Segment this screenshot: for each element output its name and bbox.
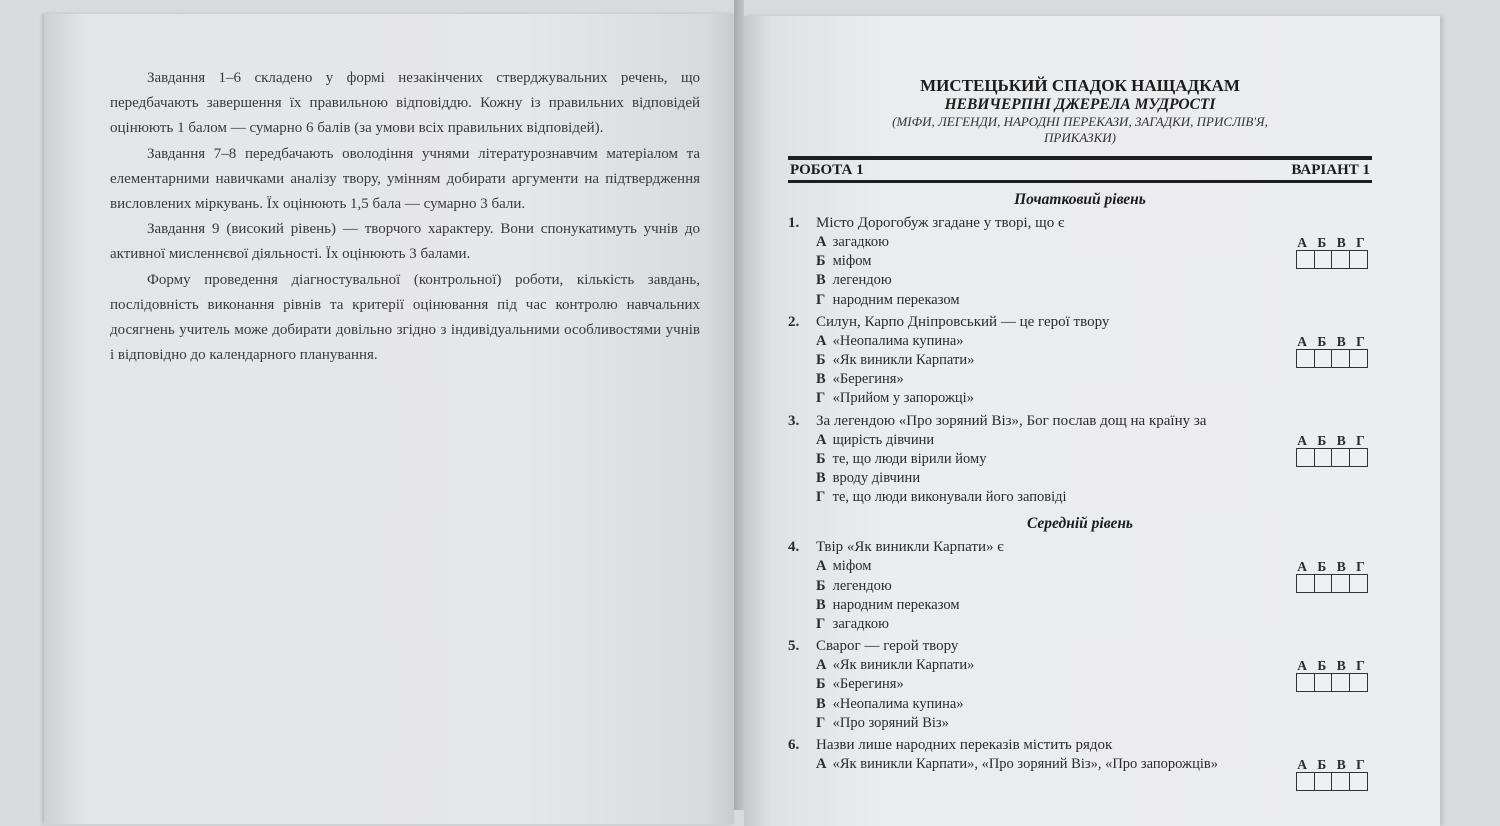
answer-checkbox[interactable] [1314, 574, 1333, 593]
answer-checkbox[interactable] [1349, 349, 1368, 368]
answer-checkbox[interactable] [1331, 673, 1350, 692]
instructions-text [110, 66, 700, 368]
answer-letter: Б [1317, 333, 1327, 349]
option-letter: Б [816, 577, 826, 594]
option-text: щирість дівчини [832, 431, 935, 448]
answer-option [816, 755, 1372, 774]
answer-grid-letters [1290, 658, 1372, 673]
answer-option [816, 695, 1372, 714]
answer-option [816, 488, 1372, 507]
answer-letter: Г [1356, 757, 1365, 773]
option-text: загадкою [832, 234, 889, 250]
question-text: Назви лише народних переказів містить рядок [816, 737, 1113, 754]
section-subtitle: НЕВИЧЕРПНІ ДЖЕРЕЛА МУДРОСТІ [944, 96, 1216, 113]
book-gutter [734, 0, 744, 810]
answer-letter: Б [1317, 235, 1327, 250]
option-letter: А [816, 431, 827, 448]
answer-letter: В [1336, 757, 1346, 773]
answer-letter: В [1336, 432, 1346, 448]
answer-option [816, 291, 1372, 310]
question-item [788, 213, 1372, 310]
option-letter: Б [816, 450, 826, 467]
option-letter: Г [816, 714, 826, 731]
work-variant-row [788, 160, 1372, 180]
question-stem [788, 735, 1372, 755]
option-text: міфом [832, 558, 872, 575]
answer-grid-boxes [1290, 673, 1372, 692]
question-number: 4. [788, 539, 800, 556]
answer-letter: Г [1356, 432, 1365, 448]
answer-grid-letters [1290, 757, 1372, 772]
option-letter: В [816, 272, 826, 289]
answer-grid-boxes [1290, 250, 1372, 269]
option-letter: А [816, 657, 827, 674]
answer-letter: А [1297, 559, 1307, 575]
answer-option [816, 252, 1372, 271]
answer-checkbox[interactable] [1296, 574, 1315, 593]
option-letter: А [816, 756, 827, 773]
left-page [44, 14, 734, 824]
question-stem [788, 411, 1372, 431]
option-text: «Берегиня» [832, 676, 904, 693]
option-letter: В [816, 596, 826, 613]
answer-grid-boxes [1290, 448, 1372, 467]
option-text: «Прийом у запорожці» [832, 390, 974, 407]
instructions-paragraph: Завдання 7–8 передбачають оволодіння учнями літературознавчим матеріалом та елементарними навичками аналізу твору, умінням добирати аргументи на підтвердження висловлених міркувань. Їх оцінюють 1,5 бала — сумарно 3 бали. [110, 145, 700, 213]
answer-options [816, 755, 1372, 774]
answer-letter: Г [1356, 658, 1365, 674]
option-text: те, що люди виконували його заповіді [832, 489, 1067, 506]
answer-checkbox[interactable] [1314, 349, 1333, 368]
answer-checkbox[interactable] [1349, 250, 1368, 269]
answer-grid [1290, 235, 1372, 269]
question-group-middle [788, 537, 1372, 774]
option-text: «Як виникли Карпати» [832, 352, 975, 369]
answer-letter: В [1336, 333, 1346, 349]
answer-letter: А [1297, 333, 1307, 349]
answer-checkbox[interactable] [1349, 772, 1368, 791]
question-text: Силун, Карпо Дніпровський — це герої твору [816, 313, 1110, 330]
answer-grid [1290, 658, 1372, 692]
option-letter: Б [816, 676, 826, 693]
answer-letter: Г [1356, 333, 1365, 349]
answer-checkbox[interactable] [1296, 250, 1315, 269]
option-text: легендою [832, 577, 892, 594]
option-text: «Як виникли Карпати» [832, 657, 975, 674]
answer-grid-letters [1290, 433, 1372, 448]
answer-option [816, 615, 1372, 634]
question-item [788, 537, 1372, 634]
right-page [744, 16, 1440, 826]
answer-letter: В [1336, 658, 1346, 674]
answer-checkbox[interactable] [1296, 448, 1315, 467]
answer-checkbox[interactable] [1331, 772, 1350, 791]
option-text: загадкою [832, 616, 889, 633]
option-letter: В [816, 371, 826, 388]
answer-grid-boxes [1290, 574, 1372, 593]
question-number: 6. [788, 737, 800, 754]
answer-checkbox[interactable] [1314, 772, 1333, 791]
option-letter: А [816, 558, 827, 575]
option-text: народним переказом [832, 291, 960, 308]
option-letter: В [816, 470, 826, 487]
question-group-initial [788, 213, 1372, 507]
answer-grid [1290, 334, 1372, 368]
option-letter: А [816, 332, 827, 349]
question-number: 1. [788, 215, 800, 231]
answer-checkbox[interactable] [1314, 673, 1333, 692]
question-text: За легендою «Про зоряний Віз», Бог послав дощ на країну за [816, 412, 1207, 429]
answer-option [816, 389, 1372, 408]
answer-checkbox[interactable] [1331, 574, 1350, 593]
question-stem [788, 537, 1372, 557]
answer-options [816, 332, 1372, 409]
answer-grid-letters [1290, 334, 1372, 349]
answer-letter: Б [1317, 658, 1327, 674]
work-label: РОБОТА 1 [790, 162, 864, 178]
question-number: 5. [788, 638, 800, 655]
answer-option [816, 714, 1372, 733]
question-number: 2. [788, 313, 800, 330]
answer-letter: А [1297, 757, 1307, 773]
answer-option [816, 675, 1372, 694]
instructions-paragraph: Завдання 1–6 складено у формі незакінчених стверджувальних речень, що передбачають завершення їх правильною відповіддю. Кожну із правильних відповідей оцінюють 1 балом — сумарно 6 балів (за умови всіх правильних відповідей). [110, 70, 700, 137]
answer-checkbox[interactable] [1296, 772, 1315, 791]
answer-checkbox[interactable] [1331, 349, 1350, 368]
answer-grid-letters [1290, 559, 1372, 574]
answer-letter: Б [1317, 432, 1327, 448]
answer-checkbox[interactable] [1314, 250, 1333, 269]
answer-checkbox[interactable] [1349, 673, 1368, 692]
question-item [788, 312, 1372, 409]
answer-option [816, 450, 1372, 469]
answer-grid-letters [1290, 235, 1372, 250]
header-rule-bottom [788, 180, 1372, 183]
option-text: «Про зоряний Віз» [832, 714, 949, 731]
answer-options [816, 233, 1372, 310]
answer-options [816, 656, 1372, 733]
answer-option [816, 370, 1372, 389]
answer-letter: А [1297, 432, 1307, 448]
option-letter: Б [816, 253, 826, 270]
answer-letter: Б [1317, 757, 1327, 773]
option-text: те, що люди вірили йому [832, 450, 987, 467]
answer-checkbox[interactable] [1314, 448, 1333, 467]
question-number: 3. [788, 412, 800, 429]
answer-grid-boxes [1290, 349, 1372, 368]
option-text: «Як виникли Карпати», «Про зоряний Віз», «Про запорожців» [832, 756, 1218, 773]
option-text: «Неопалима купина» [832, 332, 964, 349]
answer-options [816, 557, 1372, 634]
test-sheet [788, 76, 1372, 774]
question-text: Місто Дорогобуж згадане у творі, що є [816, 215, 1065, 231]
option-letter: Г [816, 616, 826, 633]
answer-option [816, 233, 1372, 252]
option-text: легендою [832, 272, 892, 289]
answer-checkbox[interactable] [1296, 349, 1315, 368]
answer-option [816, 332, 1372, 351]
question-item [788, 411, 1372, 508]
variant-label: ВАРІАНТ 1 [1291, 162, 1370, 178]
answer-letter: В [1336, 235, 1346, 250]
question-text: Твір «Як виникли Карпати» є [816, 539, 1004, 556]
answer-checkbox[interactable] [1349, 448, 1368, 467]
instructions-paragraph: Завдання 9 (високий рівень) — творчого характеру. Вони спонукатимуть учнів до активної мисленнєвої діяльності. Їх оцінюють 3 балами. [110, 221, 700, 263]
answer-grid [1290, 559, 1372, 593]
answer-checkbox[interactable] [1296, 673, 1315, 692]
option-letter: В [816, 695, 826, 712]
instructions-paragraph: Форму проведення діагностувальної (контрольної) роботи, кількість завдань, послідовність виконання рівнів та критерії оцінювання під час контролю навчальних досягнень учитель може добирати довільно згідно з індивідуальними особливостями учнів і відповідно до календарного планування. [110, 271, 700, 364]
question-stem [788, 636, 1372, 656]
option-letter: Г [816, 291, 826, 308]
question-item [788, 636, 1372, 733]
option-letter: Б [816, 352, 826, 369]
answer-option [816, 577, 1372, 596]
option-letter: А [816, 234, 827, 250]
answer-checkbox[interactable] [1331, 250, 1350, 269]
answer-option [816, 431, 1372, 450]
level-heading-initial: Початковий рівень [1014, 191, 1146, 208]
level-heading-middle: Середній рівень [1026, 515, 1134, 533]
answer-letter: Г [1356, 235, 1365, 250]
answer-letter: Г [1356, 559, 1365, 575]
answer-grid [1290, 757, 1372, 791]
answer-option [816, 596, 1372, 615]
answer-checkbox[interactable] [1331, 448, 1350, 467]
section-title: МИСТЕЦЬКИЙ СПАДОК НАЩАДКАМ [920, 76, 1240, 95]
answer-option [816, 351, 1372, 370]
question-stem [788, 312, 1372, 332]
answer-letter: А [1297, 658, 1307, 674]
answer-option [816, 557, 1372, 576]
answer-options [816, 431, 1372, 508]
section-genres: (МІФИ, ЛЕГЕНДИ, НАРОДНІ ПЕРЕКАЗИ, ЗАГАДКИ, ПРИСЛІВ'Я, ПРИКАЗКИ) [892, 114, 1268, 145]
answer-letter: В [1336, 559, 1346, 575]
answer-option [816, 469, 1372, 488]
question-text: Сварог — герой твору [816, 638, 959, 655]
option-text: «Неопалима купина» [832, 695, 964, 712]
question-stem [788, 213, 1372, 233]
question-item [788, 735, 1372, 774]
answer-checkbox[interactable] [1349, 574, 1368, 593]
answer-grid-boxes [1290, 772, 1372, 791]
answer-letter: А [1297, 235, 1307, 250]
option-text: народним переказом [832, 596, 960, 613]
option-letter: Г [816, 390, 826, 407]
option-text: «Берегиня» [832, 371, 904, 388]
answer-letter: Б [1317, 559, 1327, 575]
answer-option [816, 656, 1372, 675]
option-text: міфом [832, 253, 872, 270]
option-text: вроду дівчини [832, 470, 921, 487]
answer-option [816, 271, 1372, 290]
answer-grid [1290, 433, 1372, 467]
option-letter: Г [816, 489, 826, 506]
